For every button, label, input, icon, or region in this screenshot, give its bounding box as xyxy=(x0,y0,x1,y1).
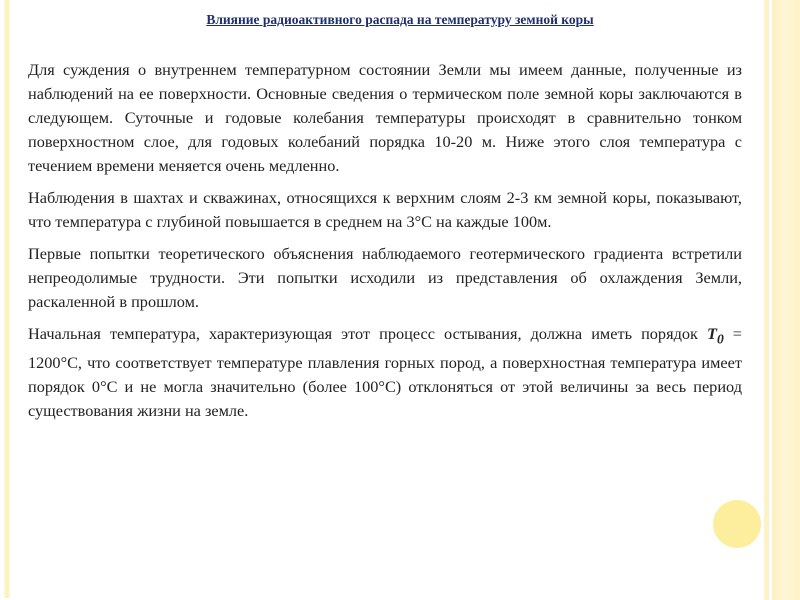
slide-body xyxy=(28,58,742,431)
paragraph-1: Для суждения о внутреннем температурном состоянии Земли мы имеем данные, полученные из наблюдений на ее поверхности. Основные сведения о термическом поле земной коры заключаются в следующем. Суточные и годовые колебания температуры происходят в сравнительно тонком поверхностном слое, для годовых колебаний порядка 10-20 м. Ниже этого слоя температура с течением времени меняется очень медленно. xyxy=(28,60,742,175)
paragraph-3: Первые попытки теоретического объяснения наблюдаемого геотермического градиента встретили непреодолимые трудности. Эти попытки исходили из представления об охлаждения Земли, раскаленной в прошлом. xyxy=(28,244,742,311)
p4-text-end: = 1200°С, что соответствует температуре плавления горных пород, а поверхностная температура имеет порядок 0°С и не могла значительно (более 100°С) отклоняться от этой величины за весь период существования жизни на земле. xyxy=(28,324,742,421)
t0-symbol xyxy=(706,324,724,347)
right-decorative-strip xyxy=(772,0,800,600)
slide-title xyxy=(0,12,800,28)
right-thin-strip xyxy=(764,0,769,600)
slide-title-text: Влияние радиоактивного распада на температуру земной коры xyxy=(206,12,594,27)
t-subscript: 0 xyxy=(716,331,724,347)
p4-text-start: Начальная температура, характеризующая этот процесс остывания, должна иметь порядок xyxy=(28,324,707,343)
decorative-circle xyxy=(713,500,761,548)
paragraph-4 xyxy=(28,322,742,423)
left-decorative-strip xyxy=(4,0,10,598)
t-symbol: T xyxy=(706,324,717,343)
paragraph-2: Наблюдения в шахтах и скважинах, относящихся к верхним слоям 2-3 км земной коры, показывают, что температура с глубиной повышается в среднем на 3°С на каждые 100м. xyxy=(28,188,742,231)
